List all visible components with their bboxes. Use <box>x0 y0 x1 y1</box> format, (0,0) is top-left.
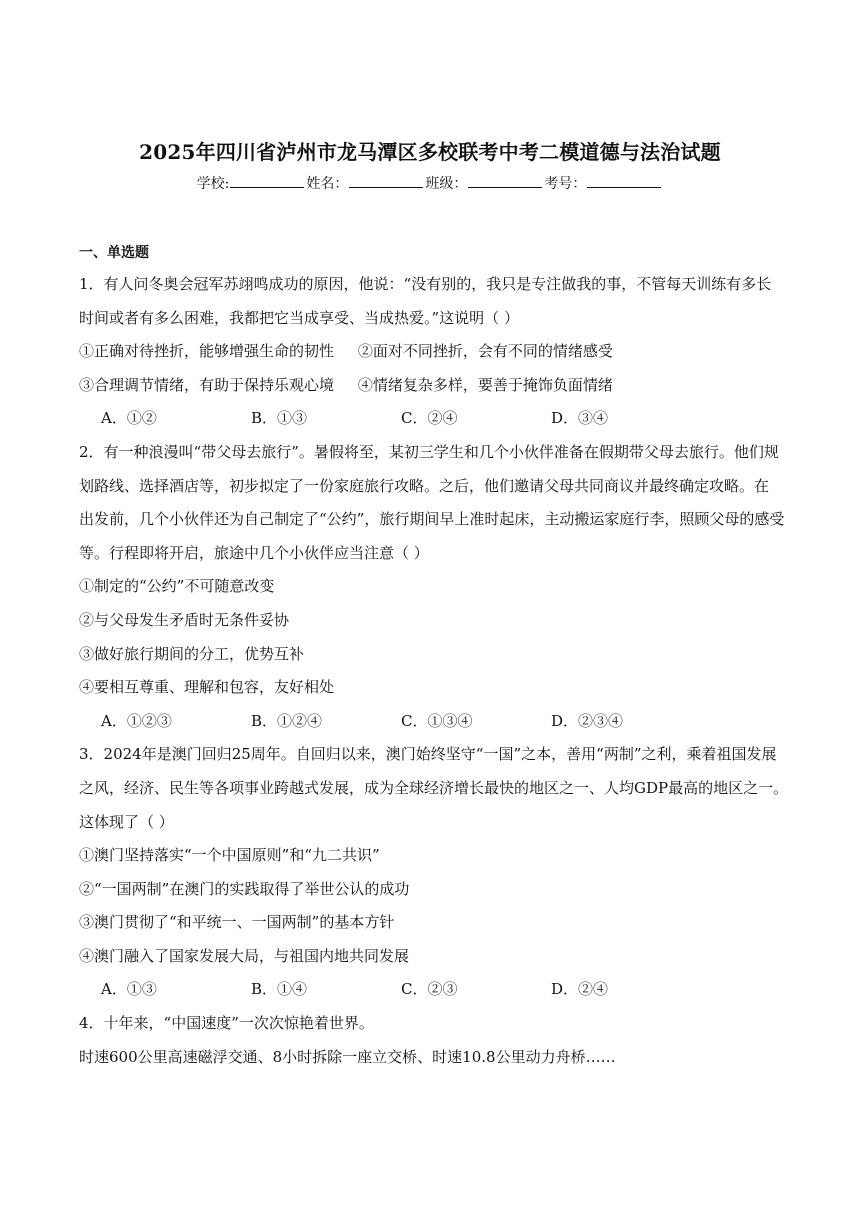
statement-line: ②与父母发生矛盾时无条件妥协 <box>79 610 290 629</box>
section-title: 一、单选题 <box>79 245 149 261</box>
student-info-line <box>0 173 860 193</box>
options-row <box>79 402 789 436</box>
option-b[interactable]: B．①②④ <box>251 711 323 730</box>
question-stem-line: 3．2024年是澳门回归25周年。自回归以来，澳门始终坚守“一国”之本，善用“两制”之利，乘着祖国发展 <box>79 745 777 764</box>
class-label: 班级： <box>425 176 468 192</box>
question-2 <box>79 436 789 738</box>
exam-number-blank[interactable] <box>587 175 661 188</box>
option-a[interactable]: A．①② <box>101 409 157 428</box>
question-stem-line: 这体现了（ ） <box>79 812 174 831</box>
statement-line: ②“一国两制”在澳门的实践取得了举世公认的成功 <box>79 879 410 898</box>
option-d[interactable]: D．②③④ <box>551 711 624 730</box>
option-c[interactable]: C．①③④ <box>401 711 473 730</box>
question-stem-line: 划路线、选择酒店等，初步拟定了一份家庭旅行攻略。之后，他们邀请父母共同商议并最终确定攻略。在 <box>79 476 770 495</box>
question-4 <box>79 1007 789 1074</box>
question-stem-line: 出发前，几个小伙伴还为自己制定了“公约”，旅行期间早上准时起床，主动搬运家庭行李，照顾父母的感受 <box>79 510 785 529</box>
question-3 <box>79 738 789 1007</box>
option-c[interactable]: C．②③ <box>401 980 458 999</box>
questions-container <box>79 268 789 1074</box>
options-row <box>79 973 789 1007</box>
exam-title: 2025年四川省泸州市龙马潭区多校联考中考二模道德与法治试题 <box>139 140 721 164</box>
question-stem-line: 2．有一种浪漫叫“带父母去旅行”。暑假将至，某初三学生和几个小伙伴准备在假期带父母去旅行。他们规 <box>79 442 779 461</box>
options-row <box>79 705 789 739</box>
option-d[interactable]: D．②④ <box>551 980 609 999</box>
name-label: 姓名： <box>306 176 349 192</box>
exam-number-label: 考号： <box>544 176 587 192</box>
statement-line: ③做好旅行期间的分工，优势互补 <box>79 644 305 663</box>
option-d[interactable]: D．③④ <box>551 409 609 428</box>
school-label: 学校: <box>196 176 230 192</box>
option-b[interactable]: B．①④ <box>251 980 308 999</box>
question-stem-line: 之风，经济、民生等各项事业跨越式发展，成为全球经济增长最快的地区之一、人均GDP最高的地区之一。 <box>79 778 789 797</box>
question-1 <box>79 268 789 436</box>
statement-line: ③澳门贯彻了“和平统一、一国两制”的基本方针 <box>79 913 395 932</box>
option-a[interactable]: A．①②③ <box>101 711 172 730</box>
statement-line: ①澳门坚持落实“一个中国原则”和“九二共识” <box>79 846 380 865</box>
option-c[interactable]: C．②④ <box>401 409 458 428</box>
name-blank[interactable] <box>349 175 423 188</box>
question-stem-line: 1．有人问冬奥会冠军苏翊鸣成功的原因，他说：“没有别的，我只是专注做我的事，不管每天训练有多长 <box>79 275 772 293</box>
statement-line: ①正确对待挫折，能够增强生命的韧性 ②面对不同挫折，会有不同的情绪感受 <box>79 342 613 361</box>
option-b[interactable]: B．①③ <box>251 409 308 428</box>
class-blank[interactable] <box>468 175 542 188</box>
school-blank[interactable] <box>230 175 304 188</box>
question-stem-line: 时间或者有多么困难，我都把它当成享受、当成热爱。”这说明（ ） <box>79 308 519 327</box>
question-stem-line: 等。行程即将开启，旅途中几个小伙伴应当注意（ ） <box>79 543 429 562</box>
option-a[interactable]: A．①③ <box>101 980 157 999</box>
statement-line: ④澳门融入了国家发展大局，与祖国内地共同发展 <box>79 946 410 965</box>
question-stem-line: 4．十年来，“中国速度”一次次惊艳着世界。 <box>79 1014 374 1033</box>
question-stem-line: 时速600公里高速磁浮交通、8小时拆除一座立交桥、时速10.8公里动力舟桥…… <box>79 1047 616 1066</box>
statement-line: ③合理调节情绪，有助于保持乐观心境 ④情绪复杂多样，要善于掩饰负面情绪 <box>79 375 613 394</box>
statement-line: ④要相互尊重、理解和包容，友好相处 <box>79 678 335 697</box>
statement-line: ①制定的“公约”不可随意改变 <box>79 577 275 596</box>
